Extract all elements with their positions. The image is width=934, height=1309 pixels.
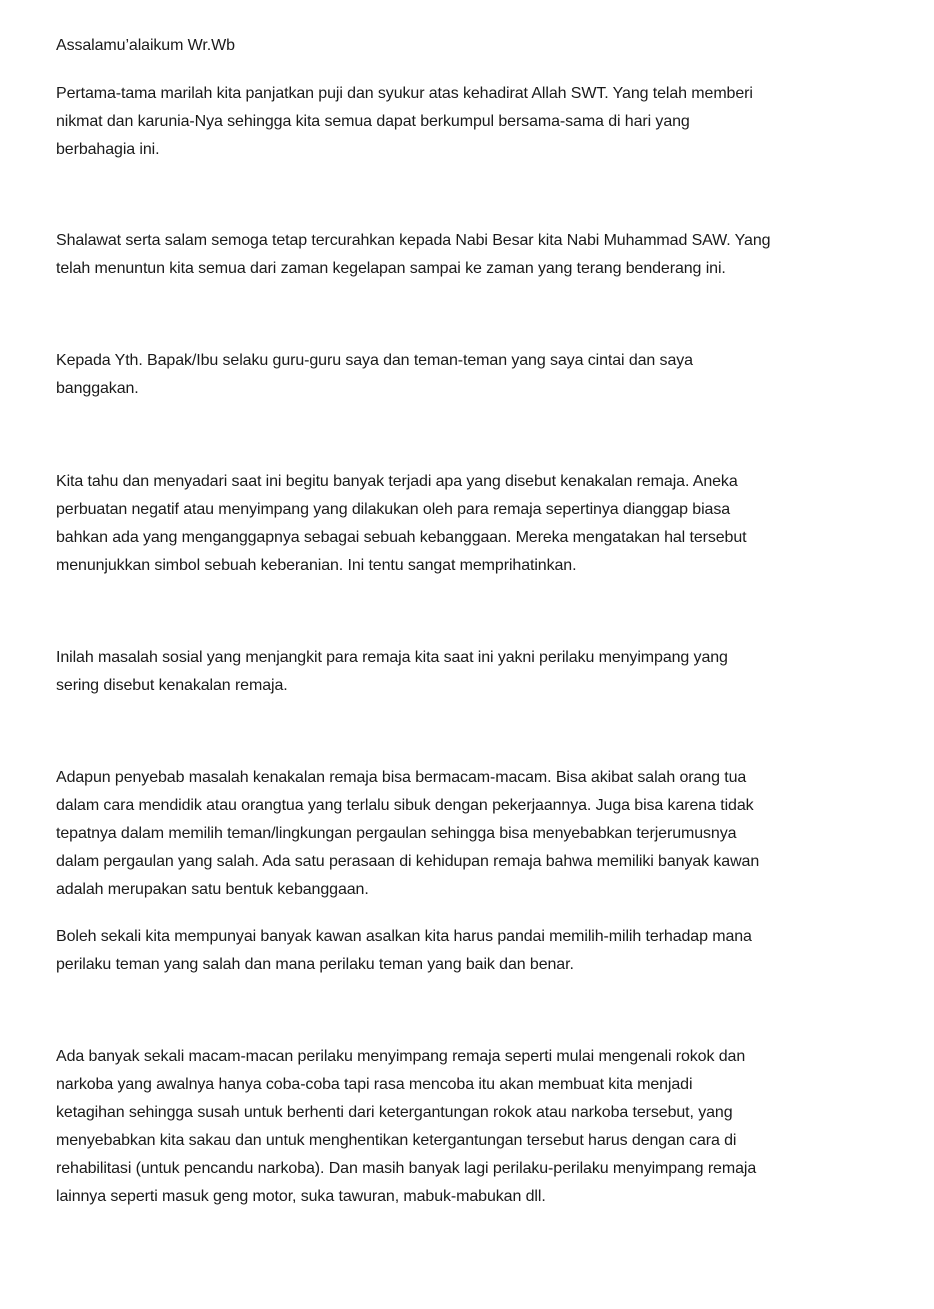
paragraph-shalawat: [56, 227, 876, 283]
text-line: berbahagia ini.: [56, 141, 160, 158]
paragraph-masalah-sosial: [56, 644, 876, 700]
text-line: bahkan ada yang menganggapnya sebagai sebuah kebanggaan. Mereka mengatakan hal tersebut: [56, 529, 747, 546]
paragraph-penyebab: [56, 764, 876, 904]
text-line: lainnya seperti masuk geng motor, suka tawuran, mabuk-mabukan dll.: [56, 1188, 546, 1205]
text-line: banggakan.: [56, 380, 139, 397]
text-line: adalah merupakan satu bentuk kebanggaan.: [56, 881, 369, 898]
text-line: sering disebut kenakalan remaja.: [56, 677, 288, 694]
paragraph-salutation: [56, 347, 876, 403]
paragraph-perilaku-menyimpang: [56, 1043, 876, 1211]
text-line: telah menuntun kita semua dari zaman kegelapan sampai ke zaman yang terang benderang ini.: [56, 260, 726, 277]
text-line: Kepada Yth. Bapak/Ibu selaku guru-guru saya dan teman-teman yang saya cintai dan saya: [56, 352, 693, 369]
paragraph-opening: [56, 80, 876, 164]
text-line: rehabilitasi (untuk pencandu narkoba). Dan masih banyak lagi perilaku-perilaku menyimpang remaja: [56, 1160, 757, 1177]
text-line: menyebabkan kita sakau dan untuk menghentikan ketergantungan tersebut harus dengan cara di: [56, 1132, 737, 1149]
text-line: Pertama-tama marilah kita panjatkan puji dan syukur atas kehadirat Allah SWT. Yang telah memberi: [56, 85, 753, 102]
greeting: [56, 32, 876, 60]
text-line: narkoba yang awalnya hanya coba-coba tapi rasa mencoba itu akan membuat kita menjadi: [56, 1076, 693, 1093]
text-line: Ada banyak sekali macam-macan perilaku menyimpang remaja seperti mulai mengenali rokok dan: [56, 1048, 746, 1065]
text-line: perilaku teman yang salah dan mana perilaku teman yang baik dan benar.: [56, 956, 574, 973]
text-line: Adapun penyebab masalah kenakalan remaja bisa bermacam-macam. Bisa akibat salah orang tua: [56, 769, 747, 786]
text-line: perbuatan negatif atau menyimpang yang dilakukan oleh para remaja sepertinya dianggap biasa: [56, 501, 731, 518]
text-line: dalam pergaulan yang salah. Ada satu perasaan di kehidupan remaja bahwa memiliki banyak kawan: [56, 853, 760, 870]
text-line: Kita tahu dan menyadari saat ini begitu banyak terjadi apa yang disebut kenakalan remaja. Aneka: [56, 473, 738, 490]
text-line: tepatnya dalam memilih teman/lingkungan pergaulan sehingga bisa menyebabkan terjerumusnya: [56, 825, 737, 842]
paragraph-kenakalan-remaja: [56, 468, 876, 580]
text-line: nikmat dan karunia-Nya sehingga kita semua dapat berkumpul bersama-sama di hari yang: [56, 113, 690, 130]
text-line: Assalamu’alaikum Wr.Wb: [56, 37, 235, 54]
text-line: menunjukkan simbol sebuah keberanian. Ini tentu sangat memprihatinkan.: [56, 557, 577, 574]
paragraph-kawan: [56, 923, 876, 979]
text-line: Shalawat serta salam semoga tetap tercurahkan kepada Nabi Besar kita Nabi Muhammad SAW. Yang: [56, 232, 771, 249]
text-line: dalam cara mendidik atau orangtua yang terlalu sibuk dengan pekerjaannya. Juga bisa karena tidak: [56, 797, 754, 814]
text-line: ketagihan sehingga susah untuk berhenti dari ketergantungan rokok atau narkoba tersebut, yang: [56, 1104, 733, 1121]
text-line: Inilah masalah sosial yang menjangkit para remaja kita saat ini yakni perilaku menyimpang yang: [56, 649, 728, 666]
text-line: Boleh sekali kita mempunyai banyak kawan asalkan kita harus pandai memilih-milih terhadap mana: [56, 928, 752, 945]
